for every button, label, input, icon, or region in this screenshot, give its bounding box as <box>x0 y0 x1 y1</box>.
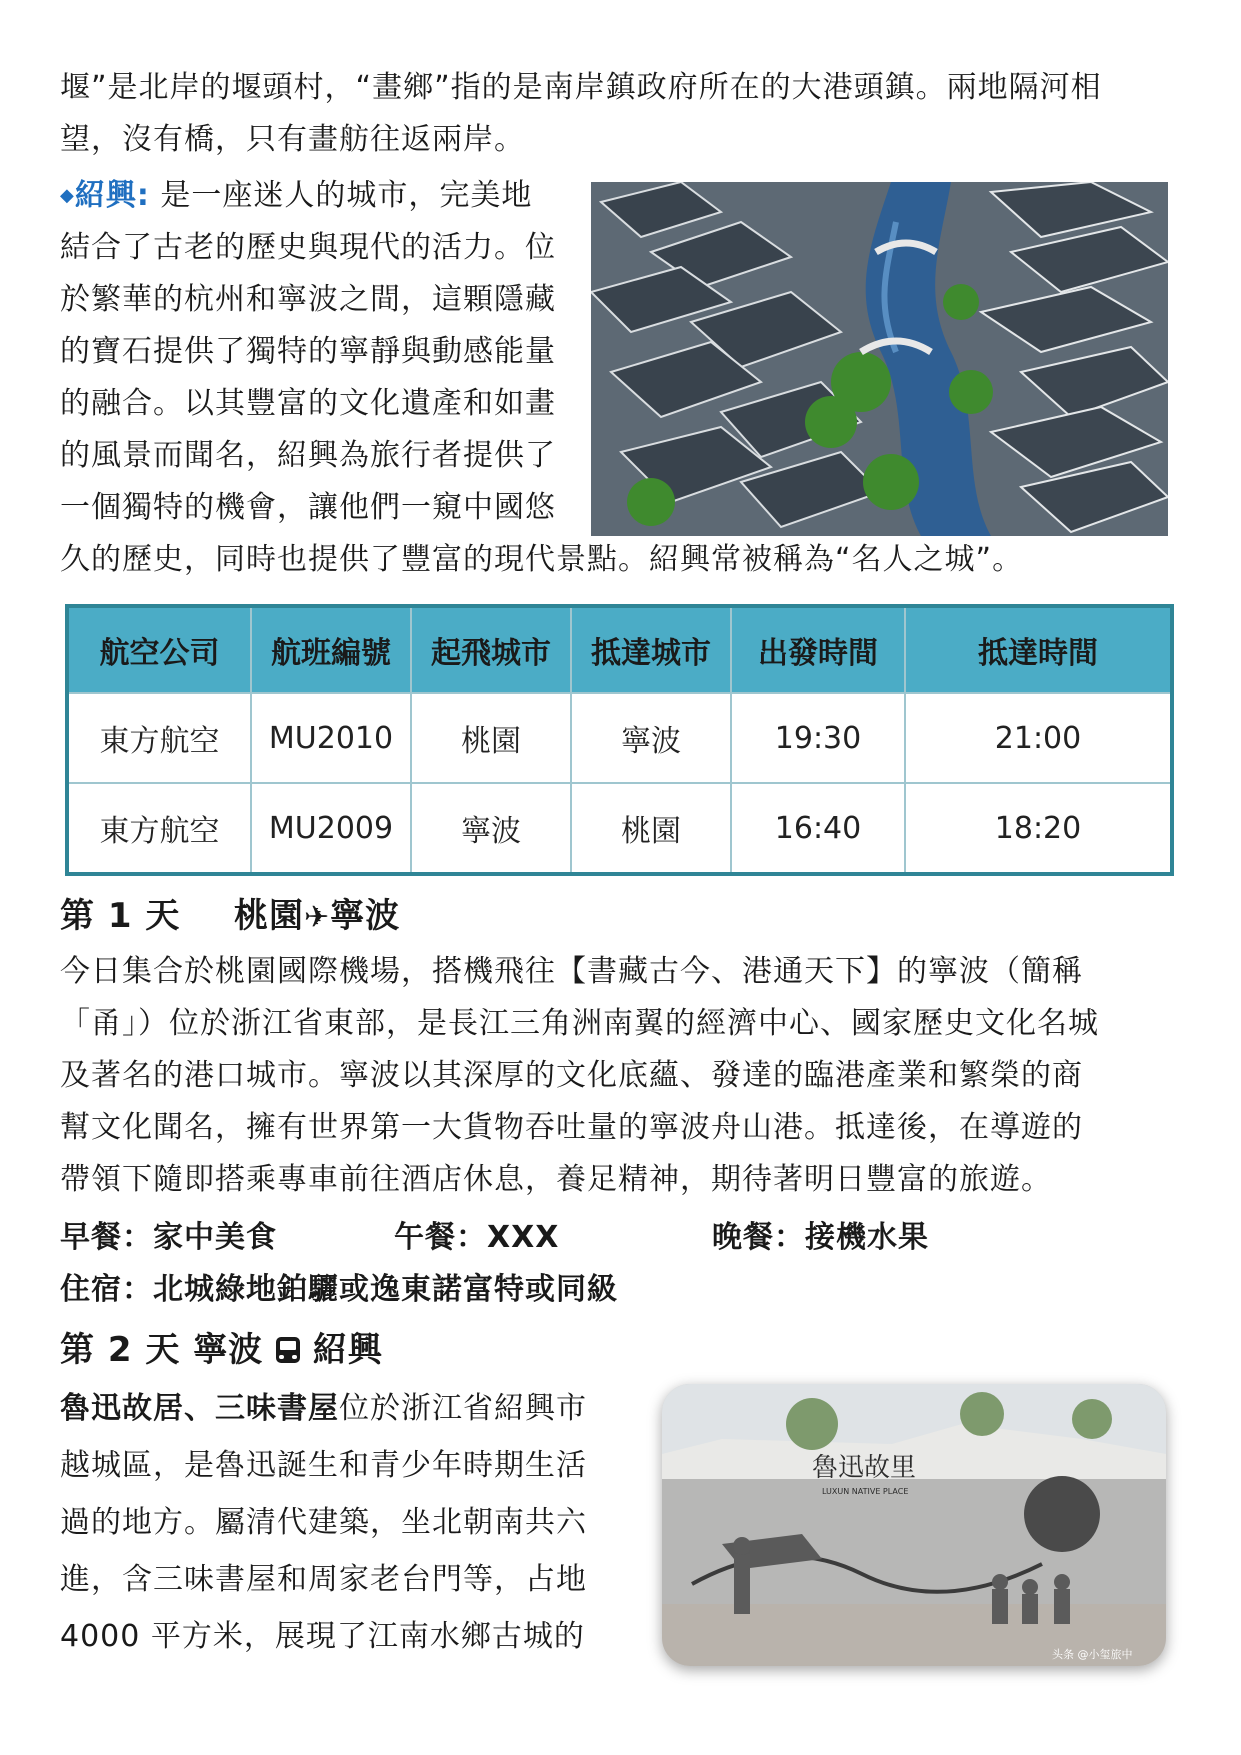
day2-from: 寧波 <box>193 1330 264 1370</box>
cell-departure-city: 桃園 <box>411 693 571 783</box>
shaoxing-line-4: 的寶石提供了獨特的寧靜與動感能量 <box>60 334 556 369</box>
cell-arrival-city: 桃園 <box>571 783 731 874</box>
day1-line-4: 幫文化聞名，擁有世界第一大貨物吞吐量的寧波舟山港。抵達後，在導遊的 <box>60 1110 1083 1145</box>
header-arrival-time: 抵達時間 <box>905 606 1172 693</box>
cell-departure-time: 16:40 <box>731 783 905 874</box>
day2-line-4: 進，含三味書屋和周家老台門等，占地 <box>60 1562 587 1597</box>
table-row <box>67 693 1172 783</box>
shaoxing-water-town-photo <box>591 182 1168 536</box>
day1-line-2: 「甬」）位於浙江省東部，是長江三角洲南翼的經濟中心、國家歷史文化名城 <box>60 1006 1099 1041</box>
cell-departure-time: 19:30 <box>731 693 905 783</box>
header-flight-number: 航班編號 <box>251 606 411 693</box>
shaoxing-line-1: ◆紹興: 是一座迷人的城市，完美地 <box>60 178 533 213</box>
hotel-label: 住宿：北城綠地鉑驪或逸東諾富特或同級 <box>60 1272 618 1307</box>
day2-line-2: 越城區，是魯迅誕生和青少年時期生活 <box>60 1448 587 1483</box>
cell-arrival-time: 18:20 <box>905 783 1172 874</box>
day2-number: 第 2 天 <box>60 1330 181 1370</box>
day2-paragraph <box>60 1380 587 1665</box>
day2-line-5: 4000 平方米，展現了江南水鄉古城的 <box>60 1619 585 1654</box>
luxun-sign-text: 魯迅故里 <box>812 1453 917 1483</box>
cell-arrival-time: 21:00 <box>905 693 1172 783</box>
shaoxing-line-2: 結合了古老的歷史與現代的活力。位 <box>60 230 556 265</box>
intro-paragraph <box>60 62 1102 166</box>
day1-from: 桃園 <box>234 896 305 936</box>
day1-line-1: 今日集合於桃園國際機場，搭機飛往【書藏古今、港通天下】的寧波（簡稱 <box>60 954 1083 989</box>
shaoxing-line-5: 的融合。以其豐富的文化遺產和如畫 <box>60 386 556 421</box>
luxun-native-place-photo <box>662 1384 1166 1666</box>
intro-line-1: 堰”是北岸的堰頭村，“畫鄉”指的是南岸鎮政府所在的大港頭鎮。兩地隔河相 <box>60 70 1102 105</box>
day1-number: 第 1 天 <box>60 896 181 936</box>
diamond-icon: ◆ <box>60 185 75 206</box>
day2-to: 紹興 <box>312 1330 383 1370</box>
day2-line-3: 過的地方。屬清代建築，坐北朝南共六 <box>60 1505 587 1540</box>
cell-airline: 東方航空 <box>67 693 251 783</box>
breakfast-label: 早餐：家中美食 <box>60 1220 277 1255</box>
dinner-label: 晚餐：接機水果 <box>712 1220 929 1255</box>
header-departure-city: 起飛城市 <box>411 606 571 693</box>
lunch-label: 午餐：XXX <box>394 1220 560 1255</box>
header-arrival-city: 抵達城市 <box>571 606 731 693</box>
flight-schedule-table <box>65 604 1174 876</box>
photo-watermark: 头条 @小玺旅中 <box>1052 1648 1133 1661</box>
shaoxing-line-3: 於繁華的杭州和寧波之間，這顆隱藏 <box>60 282 556 317</box>
cell-flight-number: MU2010 <box>251 693 411 783</box>
day2-heading <box>60 1322 383 1371</box>
shaoxing-line-7: 一個獨特的機會，讓他們一窺中國悠 <box>60 490 556 525</box>
cell-departure-city: 寧波 <box>411 783 571 874</box>
day1-line-3: 及著名的港口城市。寧波以其深厚的文化底蘊、發達的臨港產業和繁榮的商 <box>60 1058 1083 1093</box>
shaoxing-title: 紹興: <box>74 178 150 213</box>
header-airline: 航空公司 <box>67 606 251 693</box>
luxun-sign-subtext: LUXUN NATIVE PLACE <box>822 1487 909 1496</box>
cell-airline: 東方航空 <box>67 783 251 874</box>
intro-line-2: 望，沒有橋，只有畫舫往返兩岸。 <box>60 122 525 157</box>
day1-line-5: 帶領下隨即搭乘專車前往酒店休息，養足精神，期待著明日豐富的旅遊。 <box>60 1162 1052 1197</box>
header-departure-time: 出發時間 <box>731 606 905 693</box>
table-row <box>67 783 1172 874</box>
cell-arrival-city: 寧波 <box>571 693 731 783</box>
day1-to: 寧波 <box>330 896 401 936</box>
bus-icon <box>276 1337 300 1363</box>
cell-flight-number: MU2009 <box>251 783 411 874</box>
shaoxing-line-8: 久的歷史，同時也提供了豐富的現代景點。紹興常被稱為“名人之城”。 <box>60 542 1024 577</box>
day2-line-1: 魯迅故居、三味書屋位於浙江省紹興市 <box>60 1391 587 1426</box>
day1-paragraph <box>60 946 1099 1206</box>
airplane-icon: ✈ <box>304 900 331 935</box>
table-header-row <box>67 606 1172 693</box>
luxun-lead: 魯迅故居、三味書屋 <box>60 1391 339 1426</box>
day1-heading <box>60 888 400 937</box>
shaoxing-line-6: 的風景而聞名，紹興為旅行者提供了 <box>60 438 556 473</box>
